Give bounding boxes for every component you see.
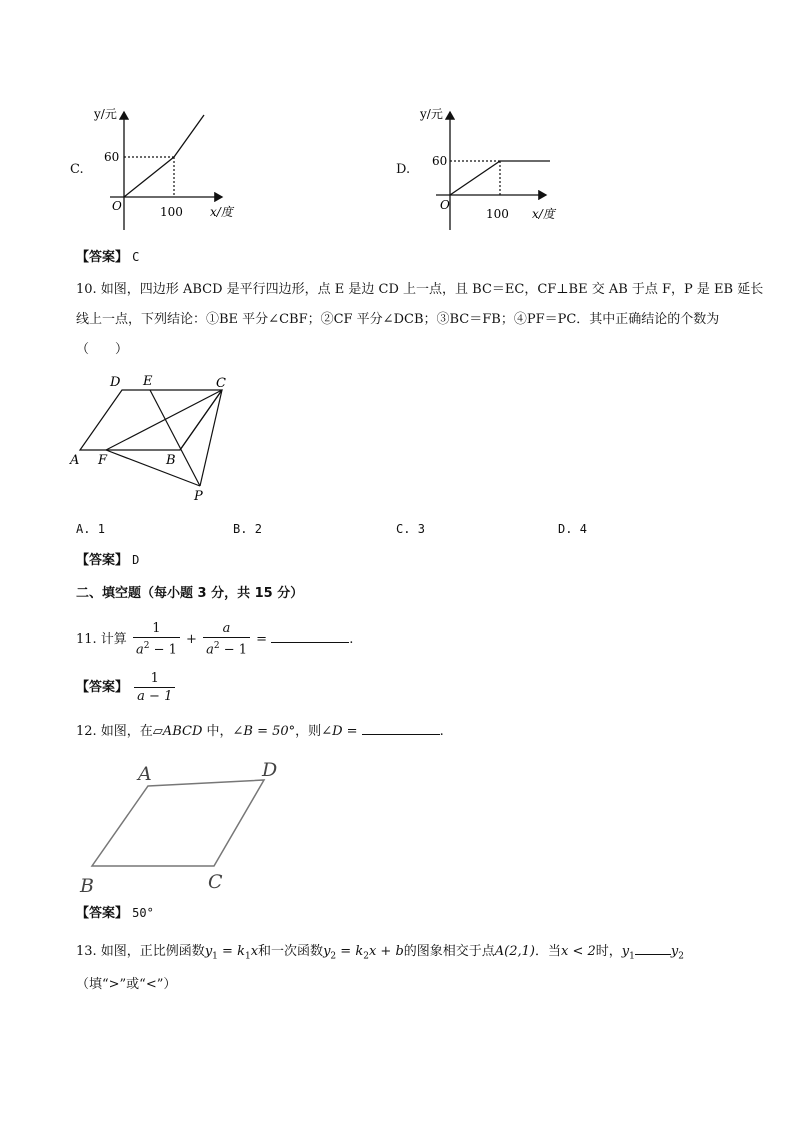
parallelogram-q12 [92,780,264,866]
graph-d-origin: O [440,198,450,212]
line-fc [106,390,222,450]
q12-angle-d: ∠D = [321,724,358,739]
graph-c-y-tick: 60 [104,150,120,164]
q12-answer [76,904,154,923]
graph-c [90,100,250,235]
q10-option-a: A. 1 [76,522,105,536]
label-b: B [166,453,176,468]
q10-line2: 线上一点，下列结论：①BE 平分∠CBF；②CF 平分∠DCB；③BC＝FB；④PF＝PC．其中正确结论的个数为 [76,312,720,327]
graph-c-x-tick: 100 [160,205,183,219]
q13-point: A(2,1) [494,944,535,959]
q12-label-c: C [208,871,223,893]
line-fp [106,450,200,486]
q11-prefix: 11. 计算 [76,632,127,647]
label-f: F [98,453,108,468]
q12: 12. 如图，在▱ABCD 中，∠B = 50°，则∠D = . [76,724,444,739]
q13-line1: 13. 如图，正比例函数$y_1 = k_1x$和一次函数$y_2 = k_2x + b$的图象相交于点A(2,1)．当x < 2时，$y_1$ $y_2$ [76,944,684,962]
q12-answer-value: 50° [132,906,154,920]
q10-paren: （ ） [76,342,129,357]
option-d-label: D. [396,162,411,177]
q11-blank [271,630,349,643]
q9-answer-value: C [132,250,140,264]
q11: 11. 计算 $\frac{1}{a^2 - 1}$ + $\frac{a}{a^2 - 1}$ = . [76,621,354,658]
q9-answer [76,248,139,267]
q10-figure [66,370,241,505]
q12-shape: ▱ABCD [152,724,203,739]
q10-answer [76,551,139,570]
graph-d-x-tick: 100 [486,207,509,221]
q11-answer-fraction: $\frac{1}{a - 1}$ [134,670,175,705]
q12-figure [76,754,278,898]
graph-d [416,102,566,235]
graph-c-y-label: y/元 [94,107,117,121]
graph-c-segment-1 [124,157,174,197]
q11-plus: + [186,632,197,647]
q13-line2: （填“>”或“<”） [76,977,177,992]
line-ep [150,390,200,486]
q12-label-d: D [262,759,278,781]
graph-c-x-label: x/度 [210,205,233,219]
q12-answer-tag: 【答案】 [76,906,129,921]
q11-equals: = [256,632,268,647]
section-2-title: 二、填空题（每小题 3 分，共 15 分） [76,586,304,601]
q11-answer-tag: 【答案】 [76,680,129,695]
q10-answer-tag: 【答案】 [76,553,129,568]
label-p: P [194,489,203,504]
line-cp [200,390,222,486]
q9-answer-tag: 【答案】 [76,250,129,265]
q10-answer-value: D [132,553,140,567]
q10-line1: 10. 如图，四边形 ABCD 是平行四边形，点 E 是边 CD 上一点，且 BC＝EC，CF⊥BE 交 AB 于点 F，P 是 EB 延长 [76,282,764,297]
label-a: A [70,453,80,468]
q12-angle-b: ∠B = 50° [232,724,296,739]
q10-option-b: B. 2 [233,522,262,536]
option-c-label: C. [70,162,84,177]
graph-d-x-label: x/度 [532,207,555,221]
q12-label-a: A [138,763,152,785]
q12-blank [362,722,440,735]
graph-d-y-tick: 60 [432,154,448,168]
q12-label-b: B [80,875,94,897]
q11-answer [76,668,177,708]
q11-fraction-2: $\frac{a}{a^2 - 1}$ [203,620,250,658]
graph-d-segment-1 [450,161,500,195]
q11-fraction-1: $\frac{1}{a^2 - 1}$ [133,620,180,658]
q13-blank [635,942,671,955]
label-c: C [216,376,226,391]
graph-c-segment-2 [174,115,204,157]
q10-option-d: D. 4 [558,522,587,536]
graph-c-origin: O [112,199,122,213]
q10-option-c: C. 3 [396,522,425,536]
graph-d-y-label: y/元 [420,107,443,121]
label-d: D [110,375,121,390]
label-e: E [143,374,153,389]
